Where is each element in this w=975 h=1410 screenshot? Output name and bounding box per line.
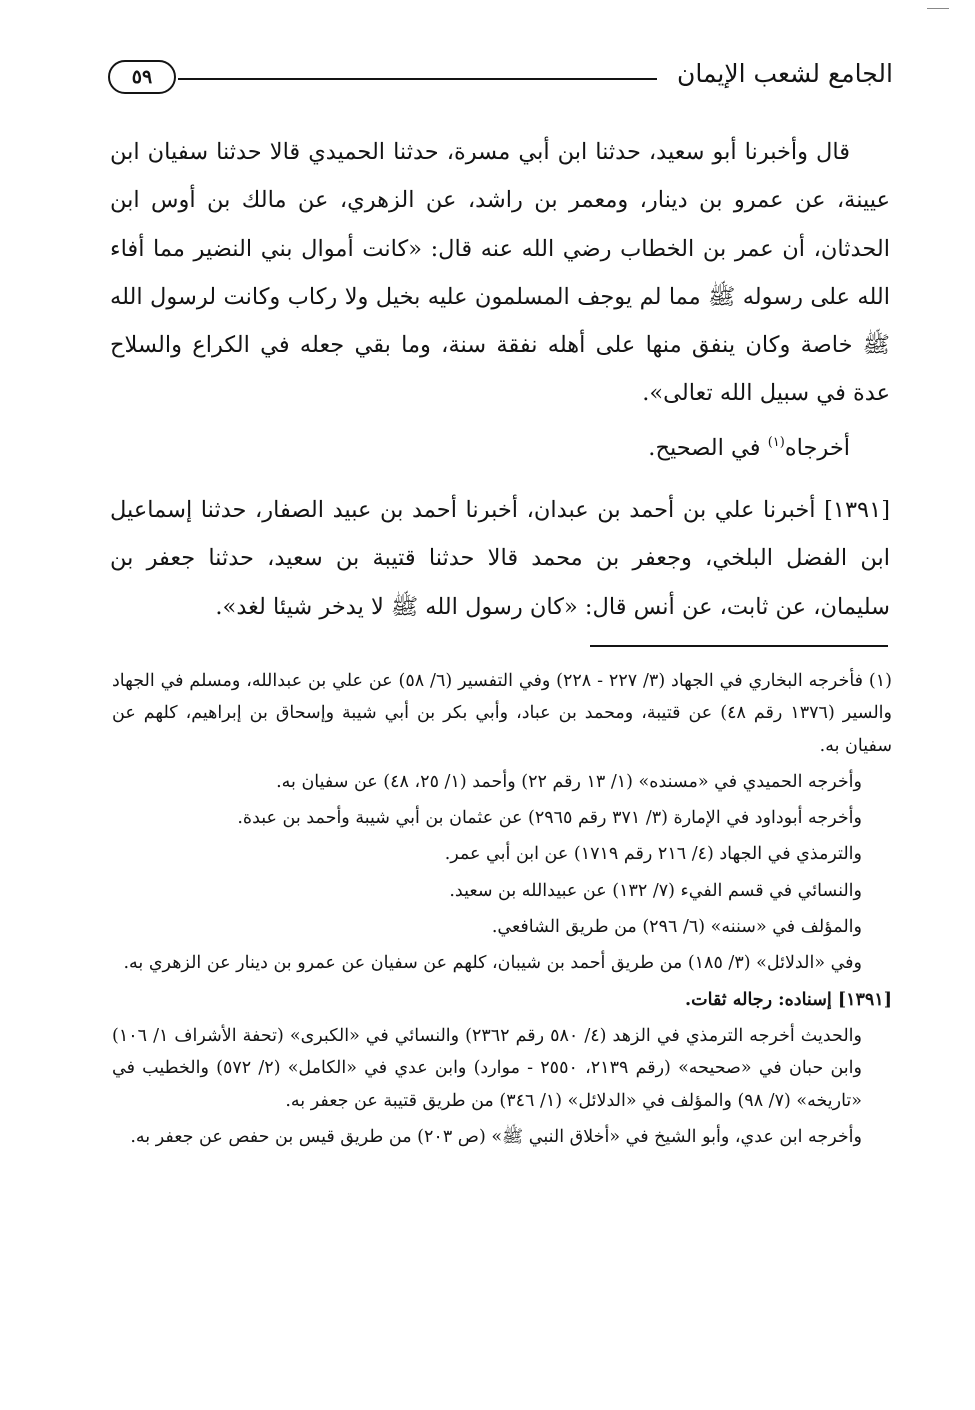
footnote-1: (١) فأخرجه البخاري في الجهاد (٣/ ٢٢٧ - ٢٢٨) وفي التفسير (٦/ ٥٨) عن علي بن عبدالله، ومسلم في الجهاد والسير (١٣٧٦ رقم ٤٨) عن قتيبة، ومحمد بن عباد، وأبي بكر بن أبي شيبة وإسحاق بن إبراهيم، كلهم عن سفيان به. (112, 671, 892, 756)
hadith-paragraph (110, 486, 890, 631)
page-number: ٥٩ (108, 60, 176, 94)
margin-mark (927, 8, 949, 9)
footnote-line: وأخرجه ابن عدي، وأبو الشيخ في «أخلاق النبي ﷺ» (ص ٢٠٣) من طريق قيس بن حفص عن جعفر به. (130, 1126, 862, 1147)
hadith-number: [١٣٩١] (824, 497, 890, 524)
header-rule (178, 78, 657, 80)
footnote-line: والمؤلف في «سننه» (٦/ ٢٩٦) من طريق الشافعي. (491, 917, 862, 938)
footnote-marker: (١) (767, 434, 785, 450)
takhrij-note-text: أخرجاه (784, 434, 850, 461)
footnote-separator (590, 645, 888, 647)
footnote-line: والحديث أخرجه الترمذي في الزهد (٤/ ٥٨٠ رقم ٢٣٦٢) والنسائي في «الكبرى» (تحفة الأشراف ١/ ١٠٦) وابن حبان في «صحيحه» (رقم ٢١٣٩، ٢٥٥٠ - موارد) وابن عدي في «الكامل» (٢/ ٥٧٢) والخطيب في «تاريخه» (٧/ ٩٨) والمؤلف في «الدلائل» (١/ ٣٤٦) من طريق قتيبة عن جعفر به. (112, 1025, 862, 1111)
page-header (108, 55, 893, 101)
main-paragraph: قال وأخبرنا أبو سعيد، حدثنا ابن أبي مسرة، حدثنا الحميدي قالا حدثنا سفيان ابن عيينة، عن عمرو بن دينار، ومعمر بن راشد، عن الزهري، عن مالك بن أوس ابن الحدثان، أن عمر بن الخطاب رضي الله عنه قال: «كانت أموال بني النضير مما أفاء الله على رسوله ﷺ مما لم يوجف المسلمون عليه بخيل ولا ركاب وكانت لرسول الله ﷺ خاصة وكان ينفق منها على أهله نفقة سنة، وما بقي جعله في الكراع والسلاح عدة في سبيل الله تعالى». (110, 139, 890, 407)
main-text (110, 128, 890, 631)
footnote-line: وأخرجه أبوداود في الإمارة (٣/ ٣٧١ رقم ٢٩٦٥) عن عثمان بن أبي شيبة وأحمد بن عبدة. (237, 808, 862, 829)
footnote-line: والنسائي في قسم الفيء (٧/ ١٣٢) عن عبيدالله بن سعيد. (449, 880, 862, 901)
footnote-line: وفي «الدلائل» (٣/ ١٨٥) من طريق أحمد بن شيبان، كلهم عن سفيان عن عمرو بن دينار عن الزهري به. (123, 953, 862, 974)
footnote-line: والترمذي في الجهاد (٤/ ٢١٦ رقم ١٧١٩) عن ابن أبي عمر. (444, 844, 862, 865)
footnote-hadith-header: [١٣٩١] إسناده: رجاله ثقات. (685, 989, 892, 1010)
running-title: الجامع لشعب الإيمان (676, 59, 893, 88)
footnotes (112, 665, 892, 1157)
hadith-text: أخبرنا علي بن أحمد بن عبدان، أخبرنا أحمد بن عبيد الصفار، حدثنا إسماعيل ابن الفضل البلخي، وجعفر بن محمد قالا حدثنا قتيبة بن سعيد، حدثنا جعفر بن سليمان، عن ثابت، عن أنس قال: «كان رسول الله ﷺ لا يدخر شيئا لغد». (110, 497, 890, 620)
takhrij-note (110, 424, 890, 472)
footnote-line: وأخرجه الحميدي في «مسنده» (١/ ١٣ رقم ٢٢) وأحمد (١/ ٢٥، ٤٨) عن سفيان به. (276, 771, 862, 792)
takhrij-note-rest: في الصحيح. (648, 434, 768, 461)
